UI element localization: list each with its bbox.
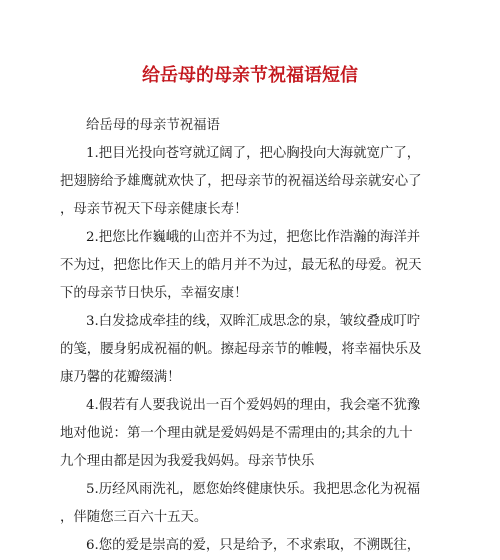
paragraph-5-line-1: 5.历经风雨洗礼，愿您始终健康快乐。我把思念化为祝福 [86, 482, 421, 497]
paragraph-4-line-2: 地对他说：第一个理由就是爱妈妈是不需理由的;其余的九十 [60, 426, 413, 441]
paragraph-2-line-1: 2.把您比作巍峨的山峦并不为过，把您比作浩瀚的海洋并 [86, 230, 421, 245]
paragraph-1-line-2: 把翅膀给予雄鹰就欢快了，把母亲节的祝福送给母亲就安心了 [60, 174, 422, 189]
paragraph-5-line-2: ，伴随您三百六十五天。 [60, 510, 208, 525]
paragraph-4-line-3: 九个理由都是因为我爱我妈妈。母亲节快乐 [60, 454, 315, 469]
paragraph-3-line-2: 的笺，腰身躬成祝福的帆。擦起母亲节的帷幔，将幸福快乐及 [60, 342, 422, 357]
document-body [60, 112, 440, 560]
paragraph-1-line-3: ，母亲节祝天下母亲健康长寿！ [60, 202, 248, 217]
paragraph-2-line-2: 不为过，把您比作天上的皓月并不为过，最无私的母爱。祝天 [60, 258, 422, 273]
paragraph-3-line-3: 康乃馨的花瓣缀满！ [60, 370, 181, 385]
paragraph-1-line-1: 1.把目光投向苍穹就辽阔了，把心胸投向大海就宽广了， [86, 146, 421, 161]
paragraph-2-line-3: 下的母亲节日快乐，幸福安康！ [60, 286, 248, 301]
intro-line: 给岳母的母亲节祝福语 [86, 118, 220, 133]
paragraph-4-line-1: 4.假若有人要我说出一百个爱妈妈的理由，我会毫不犹豫 [86, 398, 421, 413]
document-title: 给岳母的母亲节祝福语短信 [142, 65, 358, 86]
paragraph-6-line-1: 6.您的爱是崇高的爱，只是给予，不求索取，不溯既往， [86, 538, 421, 553]
paragraph-3-line-1: 3.白发捻成牵挂的线，双眸汇成思念的泉，皱纹叠成叮咛 [86, 314, 421, 329]
